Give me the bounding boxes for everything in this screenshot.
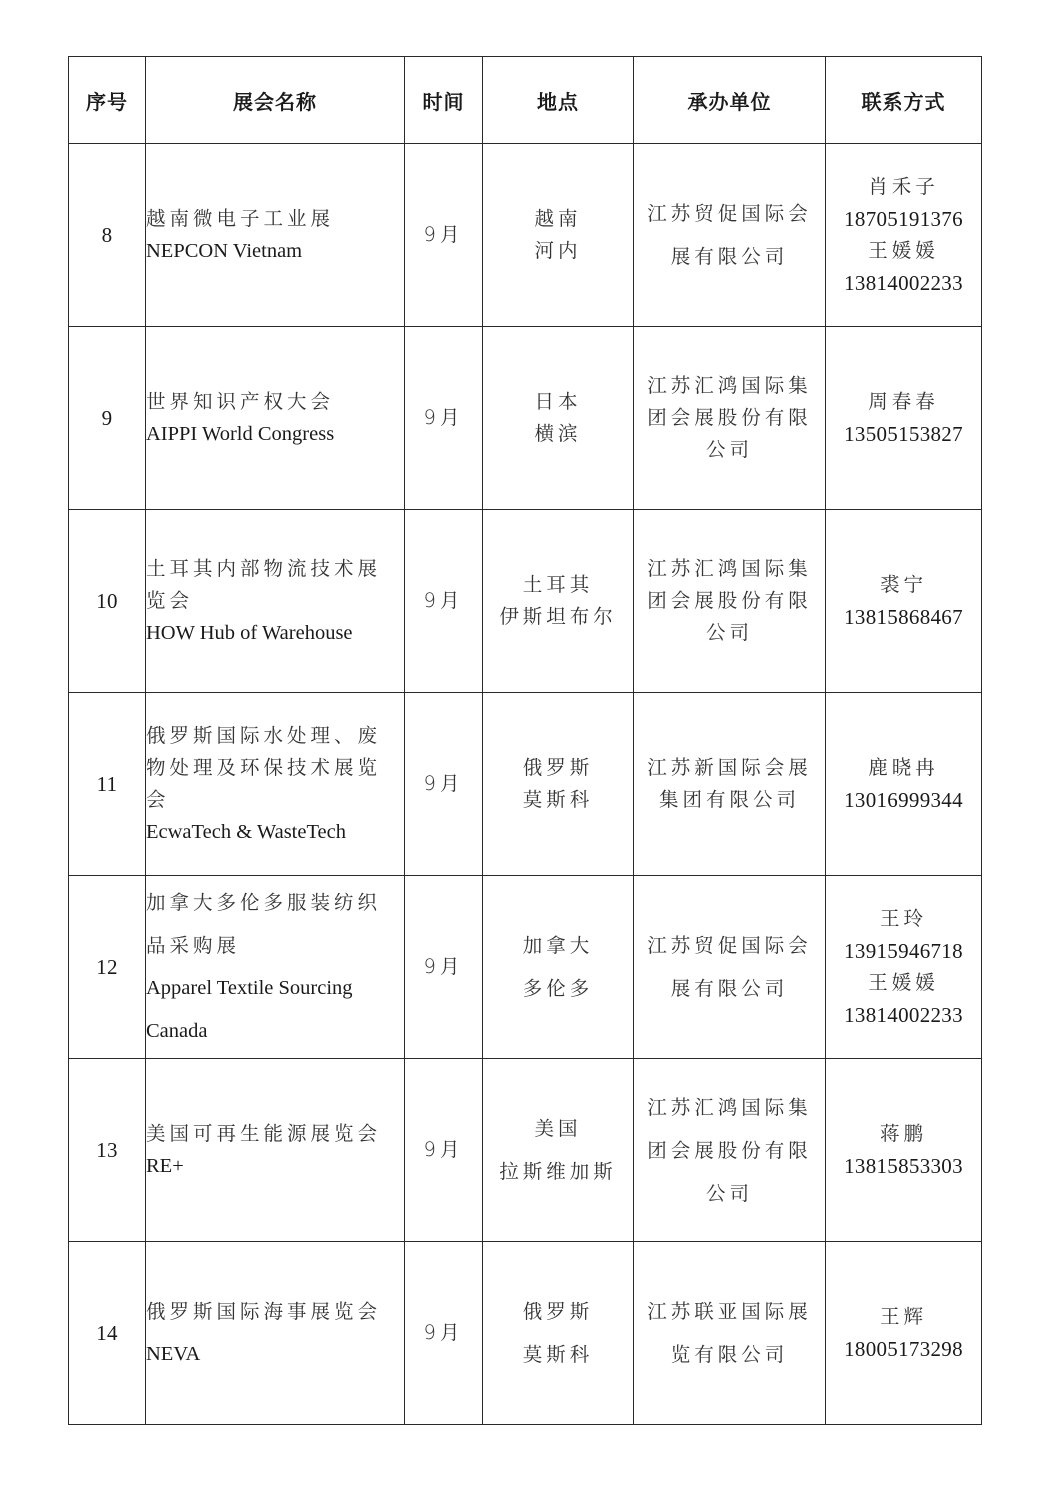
exhibition-name-cell xyxy=(146,693,405,876)
row-number: 10 xyxy=(96,589,118,613)
organizer-line: 江苏联亚国际展 xyxy=(647,1300,812,1323)
organizer-line: 江苏贸促国际会 xyxy=(647,202,812,225)
exhibition-name-en: Apparel Textile Sourcing xyxy=(146,977,353,999)
time-cell xyxy=(405,693,483,876)
exhibition-name-cn: 览会 xyxy=(146,589,194,612)
exhibition-name-cn: 土耳其内部物流技术展 xyxy=(146,557,382,580)
organizer-cell xyxy=(634,1242,826,1425)
organizer-line: 团会展股份有限 xyxy=(647,589,812,612)
row-number-cell xyxy=(69,693,146,876)
header-organizer: 承办单位 xyxy=(634,57,826,144)
exhibition-name-cn: 越南微电子工业展 xyxy=(146,207,335,230)
contact-person: 裘宁 xyxy=(879,573,927,596)
organizer-line: 江苏汇鸿国际集 xyxy=(647,1095,812,1119)
contact-cell xyxy=(826,327,982,510)
exhibition-name-cell xyxy=(146,1059,405,1242)
table-row xyxy=(69,1059,982,1242)
location-line: 拉斯维加斯 xyxy=(499,1160,617,1183)
contact-phone: 13815868467 xyxy=(844,605,963,629)
contact-person: 蒋鹏 xyxy=(879,1122,927,1145)
contact-person: 肖禾子 xyxy=(868,175,939,198)
organizer-line: 江苏汇鸿国际集 xyxy=(647,557,812,580)
organizer-line: 江苏汇鸿国际集 xyxy=(647,374,812,397)
exhibition-name-en: HOW Hub of Warehouse xyxy=(146,622,353,644)
location-cell xyxy=(483,1059,634,1242)
location-cell xyxy=(483,327,634,510)
row-number: 12 xyxy=(96,955,118,979)
location-line: 越南 xyxy=(534,207,582,230)
location-line: 美国 xyxy=(534,1117,582,1140)
exhibition-name-en: NEVA xyxy=(146,1343,201,1365)
exhibition-name-en: NEPCON Vietnam xyxy=(146,240,303,262)
location-line: 俄罗斯 xyxy=(522,1300,594,1323)
table-row xyxy=(69,144,982,327)
organizer-line: 展有限公司 xyxy=(670,977,789,1000)
time-cell xyxy=(405,510,483,693)
organizer-cell xyxy=(634,510,826,693)
contact-phone: 13815853303 xyxy=(844,1154,963,1178)
row-number-cell xyxy=(69,510,146,693)
table-row xyxy=(69,510,982,693)
header-no: 序号 xyxy=(69,57,146,144)
location-line: 伊斯坦布尔 xyxy=(499,605,617,628)
exhibition-name-cell xyxy=(146,876,405,1059)
contact-phone: 18705191376 xyxy=(844,207,963,231)
organizer-line: 团会展股份有限 xyxy=(647,406,812,429)
organizer-line: 江苏新国际会展 xyxy=(647,756,812,779)
row-number: 14 xyxy=(96,1321,118,1345)
exhibition-name-cn: 俄罗斯国际海事展览会 xyxy=(146,1300,382,1323)
location-line: 俄罗斯 xyxy=(522,756,594,779)
contact-phone: 18005173298 xyxy=(844,1337,963,1361)
time-cell xyxy=(405,327,483,510)
exhibition-table xyxy=(68,56,982,1425)
exhibition-name-cn: 美国可再生能源展览会 xyxy=(146,1122,382,1145)
exhibition-time: 9月 xyxy=(423,772,464,795)
organizer-line: 览有限公司 xyxy=(670,1343,789,1366)
contact-person: 鹿晓冉 xyxy=(868,756,939,779)
location-line: 土耳其 xyxy=(522,573,594,596)
exhibition-name-cn: 会 xyxy=(146,788,170,811)
table-row xyxy=(69,693,982,876)
organizer-line: 团会展股份有限 xyxy=(647,1138,812,1162)
location-line: 日本 xyxy=(534,390,582,413)
contact-person: 周春春 xyxy=(868,390,939,413)
exhibition-name-cn: 世界知识产权大会 xyxy=(146,390,335,413)
organizer-line: 集团有限公司 xyxy=(658,788,800,811)
exhibition-name-cell xyxy=(146,510,405,693)
location-cell xyxy=(483,144,634,327)
contact-cell xyxy=(826,1242,982,1425)
exhibition-name-cn: 物处理及环保技术展览 xyxy=(146,756,382,779)
exhibition-name-cn: 加拿大多伦多服装纺织 xyxy=(146,891,382,914)
location-line: 莫斯科 xyxy=(522,788,594,811)
contact-person: 王媛媛 xyxy=(868,971,939,994)
row-number-cell xyxy=(69,876,146,1059)
exhibition-time: 9月 xyxy=(423,406,464,429)
organizer-cell xyxy=(634,327,826,510)
time-cell xyxy=(405,876,483,1059)
organizer-line: 公司 xyxy=(705,1181,753,1205)
row-number: 9 xyxy=(101,406,113,430)
exhibition-name-en: Canada xyxy=(146,1020,208,1042)
contact-cell xyxy=(826,1059,982,1242)
row-number-cell xyxy=(69,144,146,327)
contact-phone: 13814002233 xyxy=(844,271,963,295)
location-cell xyxy=(483,693,634,876)
contact-phone: 13814002233 xyxy=(844,1003,963,1027)
contact-phone: 13505153827 xyxy=(844,422,963,446)
organizer-cell xyxy=(634,144,826,327)
contact-cell xyxy=(826,510,982,693)
exhibition-name-en: AIPPI World Congress xyxy=(146,423,335,445)
location-cell xyxy=(483,1242,634,1425)
organizer-cell xyxy=(634,1059,826,1242)
exhibition-name-en: EcwaTech & WasteTech xyxy=(146,821,347,843)
exhibition-time: 9月 xyxy=(423,1321,464,1344)
time-cell xyxy=(405,144,483,327)
location-line: 加拿大 xyxy=(522,934,594,957)
header-location: 地点 xyxy=(483,57,634,144)
organizer-line: 公司 xyxy=(705,621,753,644)
header-contact: 联系方式 xyxy=(826,57,982,144)
organizer-cell xyxy=(634,876,826,1059)
contact-person: 王辉 xyxy=(879,1305,927,1328)
row-number: 8 xyxy=(101,223,113,247)
table-row xyxy=(69,876,982,1059)
table-header-row xyxy=(69,57,982,144)
location-line: 河内 xyxy=(534,239,582,262)
organizer-cell xyxy=(634,693,826,876)
contact-cell xyxy=(826,144,982,327)
organizer-line: 公司 xyxy=(705,438,753,461)
organizer-line: 展有限公司 xyxy=(670,245,789,268)
row-number: 13 xyxy=(96,1138,118,1162)
contact-phone: 13016999344 xyxy=(844,788,963,812)
time-cell xyxy=(405,1242,483,1425)
location-line: 多伦多 xyxy=(522,977,594,1000)
contact-person: 王玲 xyxy=(879,907,927,930)
exhibition-time: 9月 xyxy=(423,589,464,612)
exhibition-name-cn: 品采购展 xyxy=(146,934,241,957)
exhibition-time: 9月 xyxy=(423,1138,464,1161)
exhibition-name-cell xyxy=(146,327,405,510)
contact-phone: 13915946718 xyxy=(844,939,963,963)
location-line: 莫斯科 xyxy=(522,1343,594,1366)
header-time: 时间 xyxy=(405,57,483,144)
exhibition-time: 9月 xyxy=(423,223,464,246)
exhibition-name-cell xyxy=(146,144,405,327)
row-number-cell xyxy=(69,1059,146,1242)
exhibition-name-en: RE+ xyxy=(146,1155,184,1177)
table-row xyxy=(69,327,982,510)
contact-person: 王媛媛 xyxy=(868,239,939,262)
location-cell xyxy=(483,510,634,693)
exhibition-name-cn: 俄罗斯国际水处理、废 xyxy=(146,724,382,747)
header-exhibition-name: 展会名称 xyxy=(146,57,405,144)
contact-cell xyxy=(826,693,982,876)
location-line: 横滨 xyxy=(534,422,582,445)
contact-cell xyxy=(826,876,982,1059)
organizer-line: 江苏贸促国际会 xyxy=(647,934,812,957)
exhibition-name-cell xyxy=(146,1242,405,1425)
time-cell xyxy=(405,1059,483,1242)
row-number-cell xyxy=(69,1242,146,1425)
row-number: 11 xyxy=(96,772,118,796)
location-cell xyxy=(483,876,634,1059)
table-row xyxy=(69,1242,982,1425)
exhibition-time: 9月 xyxy=(423,955,464,978)
row-number-cell xyxy=(69,327,146,510)
